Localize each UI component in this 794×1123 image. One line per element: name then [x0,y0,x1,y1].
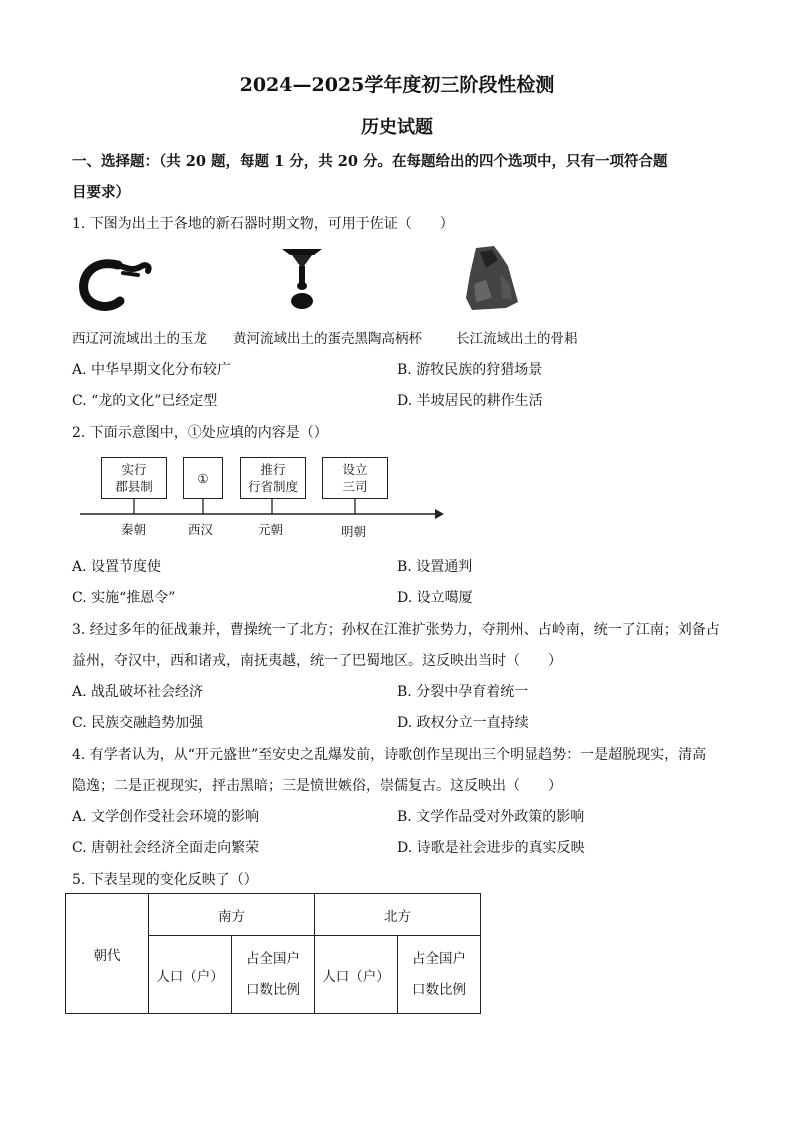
axis-label-ming: 明朝 [341,524,367,539]
q4-option-d[interactable]: D. 诗歌是社会进步的真实反映 [397,840,585,856]
table-header-north-ratio: 占全国户 口数比例 [398,936,481,1014]
q1-option-a[interactable]: A. 中华早期文化分布较广 [72,362,232,378]
q2-option-c[interactable]: C. 实施“推恩令” [72,590,176,606]
q2-option-d[interactable]: D. 设立噶厦 [397,590,473,606]
q2-option-b[interactable]: B. 设置通判 [397,559,473,575]
q4-option-c[interactable]: C. 唐朝社会经济全面走向繁荣 [72,840,260,856]
exam-title: 2024—2025学年度初三阶段性检测 [239,74,555,96]
q3-option-b[interactable]: B. 分裂中孕育着统一 [397,684,529,700]
exam-subtitle: 历史试题 [361,117,433,138]
table-header-north-pop: 人口（户） [315,936,398,1014]
q4-option-b[interactable]: B. 文学作品受对外政策的影响 [397,809,585,825]
q1-option-b[interactable]: B. 游牧民族的狩猎场景 [397,362,543,378]
table-header-south: 南方 [149,894,315,936]
q2-stem: 2. 下面示意图中，①处应填的内容是（） [72,425,328,441]
section-heading-line1: 一、选择题：（共 20 题，每题 1 分，共 20 分。在每题给出的四个选项中，只有一项符合题 [72,153,668,170]
table-header-dynasty: 朝代 [66,894,149,1014]
q1-caption-3: 长江流域出土的骨耜 [456,331,578,347]
q1-stem: 1. 下图为出土于各地的新石器时期文物，可用于佐证（ ） [72,216,454,232]
q1-caption-1: 西辽河流域出土的玉龙 [72,331,207,347]
q4-line2: 隐逸；二是正视现实，抨击黑暗；三是愤世嫉俗，崇儒复古。这反映出（ ） [72,778,562,794]
timeline-box-ming: 设立 三司 [322,457,388,499]
q3-line2: 益州，夺汉中，西和诸戎，南抚夷越，统一了巴蜀地区。这反映出当时（ ） [72,653,562,669]
table-header-south-pop: 人口（户） [149,936,232,1014]
axis-label-qin: 秦朝 [121,522,147,537]
axis-label-yuan: 元朝 [258,522,284,537]
black-pottery-cup-image [280,246,324,310]
q4-line1: 4. 有学者认为，从“开元盛世”至安史之乱爆发前，诗歌创作呈现出三个明显趋势：一是超脱现实，清高 [72,747,707,763]
section-heading-line2: 目要求） [72,184,130,201]
q5-table [65,893,481,1014]
timeline-box-blank: ① [183,457,223,499]
bone-spade-image [462,244,520,312]
axis-label-xihan: 西汉 [188,522,214,537]
q3-option-c[interactable]: C. 民族交融趋势加强 [72,715,204,731]
q3-option-d[interactable]: D. 政权分立一直持续 [397,715,529,731]
q3-line1: 3. 经过多年的征战兼并，曹操统一了北方；孙权在江淮扩张势力，夺荆州、占岭南，统一了江南；刘备占 [72,622,720,638]
q3-option-a[interactable]: A. 战乱破坏社会经济 [72,684,204,700]
q1-caption-2: 黄河流域出土的蛋壳黑陶高柄杯 [233,331,422,347]
table-header-south-ratio: 占全国户 口数比例 [232,936,315,1014]
jade-dragon-image [78,255,158,313]
q4-option-a[interactable]: A. 文学创作受社会环境的影响 [72,809,260,825]
q1-option-c[interactable]: C. “龙的文化”已经定型 [72,393,218,409]
q2-option-a[interactable]: A. 设置节度使 [72,559,162,575]
q5-stem: 5. 下表呈现的变化反映了（） [72,872,258,888]
timeline-box-yuan: 推行 行省制度 [240,457,306,499]
table-header-north: 北方 [315,894,481,936]
q1-option-d[interactable]: D. 半坡居民的耕作生活 [397,393,543,409]
timeline-box-qin: 实行 郡县制 [101,457,167,499]
